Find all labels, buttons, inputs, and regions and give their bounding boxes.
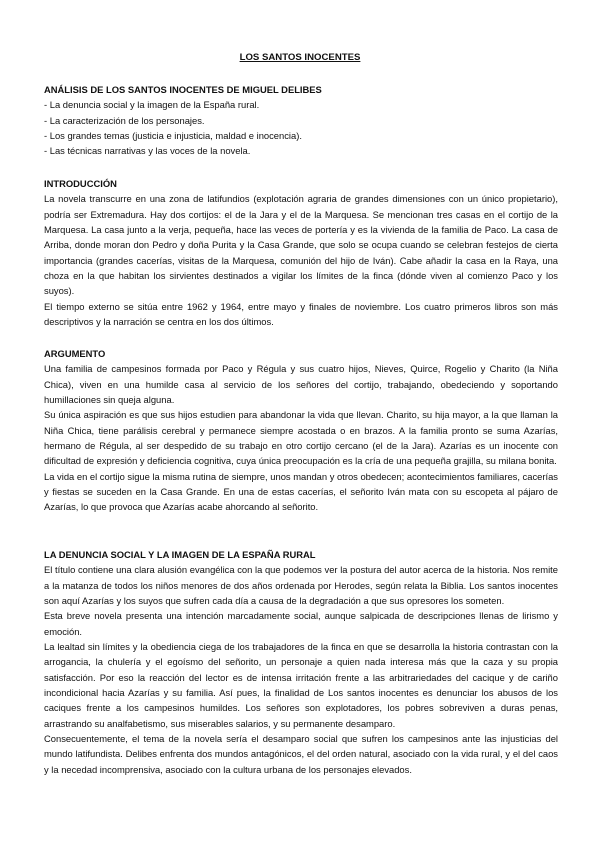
list-item: - La caracterización de los personajes.	[44, 113, 558, 128]
paragraph: La vida en el cortijo sigue la misma rutina de siempre, unos mandan y otros obedecen; acontecimientos familiares, cacerías y fiestas se suceden en la Casa Grande. En una de estas cacerías, el señorito Iván mata con su escopeta al pájaro de Azarías, lo que provoca que Azarías acabe ahorcando al señorito.	[44, 470, 558, 513]
document-title: LOS SANTOS INOCENTES	[239, 52, 361, 63]
denuncia-heading: LA DENUNCIA SOCIAL Y LA IMAGEN DE LA ESPAÑA RURAL	[44, 549, 316, 560]
paragraph: El tiempo externo se sitúa entre 1962 y 1964, entre mayo y finales de noviembre. Los cuatro primeros libros son más descriptivos y la narración se centra en los dos últimos.	[44, 300, 558, 328]
argumento-section	[44, 346, 558, 515]
argumento-heading: ARGUMENTO	[44, 348, 106, 359]
list-item: - La denuncia social y la imagen de la España rural.	[44, 97, 558, 112]
paragraph: La lealtad sin límites y la obediencia ciega de los trabajadores de la finca en que se desarrolla la historia contrastan con la arrogancia, la chulería y el egoísmo del señorito, un personaje a quien nada interesa más que la caza y su propia satisfacción. Por eso la reacción del lector es de intensa irritación frente a las arbitrariedades del cacique y de cariño incondicional hacia Azarías y su familia. Así pues, la finalidad de Los santos inocentes es denunciar los abusos de los caciques frente a los campesinos humildes. Los señores son explotadores, los pobres sobreviven a duras penas, arrastrando su analfabetismo, sus miserables salarios, y su permanente desamparo.	[44, 641, 558, 729]
analysis-section	[44, 82, 558, 159]
paragraph: La novela transcurre en una zona de latifundios (explotación agraria de grandes dimensiones con un único propietario), podría ser Extremadura. Hay dos cortijos: el de la Jara y el de la Marquesa. Se mencionan tres casas en el cortijo de la Marquesa. La casa junto a la verja, pequeña, hace las veces de portería y es la vivienda de la familia de Paco. La casa de Arriba, donde moran don Pedro y doña Purita y la Casa Grande, que solo se ocupa cuando se celebran festejos de cierta importancia (grandes cacerías, visitas de la Marquesa, comunión del hijo de Iván). Cabe añadir la casa en la Raya, una choza en la que habitan los sirvientes destinados a vigilar los límites de la finca (dónde viven al comienzo Paco y los suyos).	[44, 193, 558, 297]
denuncia-section	[44, 547, 558, 777]
paragraph: Una familia de campesinos formada por Paco y Régula y sus cuatro hijos, Nieves, Quirce, Rogelio y Charito (la Niña Chica), viven en una humilde casa al servicio de los señores del cortijo, trabajando, obedeciendo y soportando humillaciones sin queja alguna.	[44, 363, 558, 406]
list-item: - Los grandes temas (justicia e injusticia, maldad e inocencia).	[44, 128, 558, 143]
paragraph: Esta breve novela presenta una intención marcadamente social, aunque salpicada de descripciones llenas de lirismo y emoción.	[44, 610, 558, 637]
paragraph: Su única aspiración es que sus hijos estudien para abandonar la vida que llevan. Charito, su hija mayor, a la que llaman la Niña Chica, tiene parálisis cerebral y permanece siempre acostada o en brazos. A la familia pronto se suma Azarías, hermano de Régula, al ser despedido de su trabajo en otro cortijo cercano (el de la Jara). Azarías es un inocente con dificultad de expresión y deficiencia cognitiva, cuya única preocupación es la cría de una pequeña grajilla, su milana bonita.	[44, 409, 558, 467]
analysis-list	[44, 97, 558, 158]
list-item: - Las técnicas narrativas y las voces de la novela.	[44, 143, 558, 158]
analysis-heading: ANÁLISIS DE LOS SANTOS INOCENTES DE MIGUEL DELIBES	[44, 84, 322, 95]
paragraph: El título contiene una clara alusión evangélica con la que podemos ver la postura del autor acerca de la historia. Nos remite a la matanza de todos los niños menores de dos años ordenada por Herodes, según relata la Biblia. Los santos inocentes son aquí Azarías y los suyos que sufren cada día a causa de la degradación a que sus opresores los someten.	[44, 564, 558, 607]
paragraph: Consecuentemente, el tema de la novela sería el desamparo social que sufren los campesinos ante las injusticias del mundo latifundista. Delibes enfrenta dos mundos antagónicos, el del orden natural, asociado con la vida rural, y el del caos y la necedad incomprensiva, asociado con la cultura urbana de los personajes elevados.	[44, 733, 558, 775]
introduccion-heading: INTRODUCCIÓN	[44, 178, 117, 189]
introduccion-section	[44, 176, 558, 329]
